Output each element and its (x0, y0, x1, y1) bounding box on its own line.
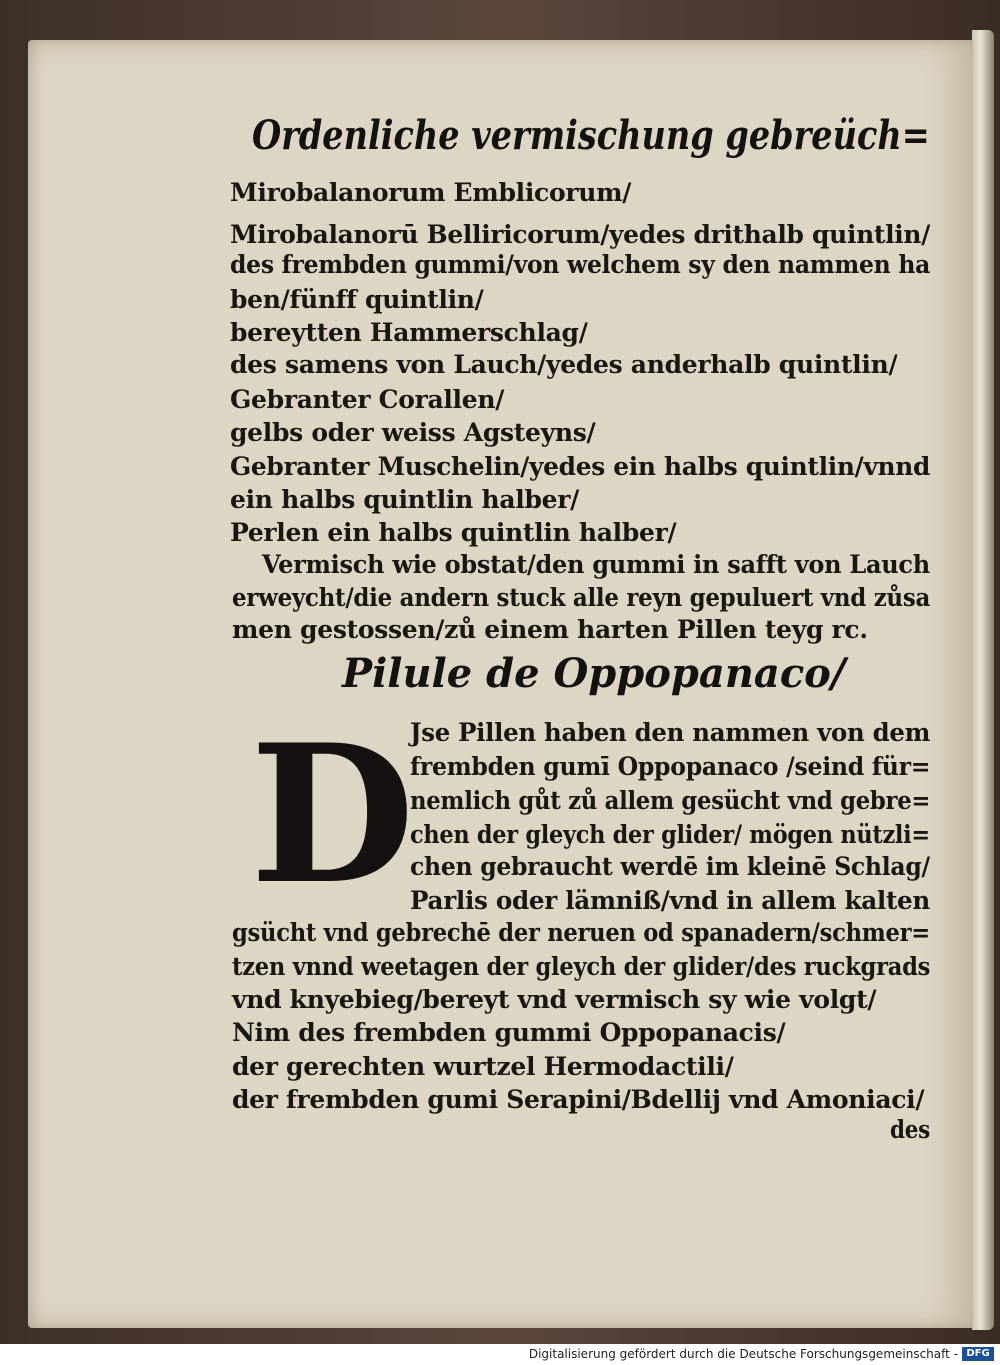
text-line: Nim des frembden gummi Oppopanacis/ (232, 1018, 786, 1047)
text-line: ben/fünff quintlin/ (230, 285, 484, 314)
text-line: gsücht vnd gebrechē der neruen od spanadern/schmer= (232, 918, 930, 947)
text-line: der gerechten wurtzel Hermodactili/ (232, 1052, 734, 1081)
text-line: des samens von Lauch/yedes anderhalb quintlin/ (230, 350, 898, 379)
text-line: chen gebraucht werdē im kleinē Schlag/ (410, 852, 930, 881)
text-line: men gestossen/zů einem harten Pillen teyg rc. (232, 615, 868, 644)
text-line: nemlich gůt zů allem gesücht vnd gebre= (410, 786, 931, 815)
text-line: Gebranter Corallen/ (230, 385, 505, 414)
text-line: tzen vnnd weetagen der gleych der glider/des ruckgrads (232, 952, 931, 981)
text-line: des frembden gummi/von welchem sy den nammen ha (230, 250, 931, 279)
text-line: frembden gumī Oppopanaco /seind für= (410, 752, 931, 781)
text-line: chen der gleych der glider/ mögen nützli= (410, 820, 930, 849)
text-line: gelbs oder weiss Agsteyns/ (230, 418, 596, 447)
text-line: des (890, 1115, 930, 1144)
text-line: Perlen ein halbs quintlin halber/ (230, 518, 677, 547)
text-line: Vermisch wie obstat/den gummi in safft von Lauch (262, 550, 930, 579)
text-line: Mirobalanorū Belliricorum/yedes drithalb quintlin/ (230, 220, 931, 249)
section-heading: Ordenliche vermischung gebreüch= (252, 112, 930, 159)
text-line: Jse Pillen haben den nammen von dem (410, 718, 931, 747)
footer-bar (0, 1344, 1000, 1365)
text-line: erweycht/die andern stuck alle reyn gepuluert vnd zůsa (232, 583, 931, 612)
text-line: der frembden gumi Serapini/Bdellij vnd Amoniaci/ (232, 1085, 925, 1114)
text-line: Parlis oder lämniß/vnd in allem kalten (410, 886, 931, 915)
dfg-logo: DFG (962, 1347, 994, 1361)
text-line: Mirobalanorum Emblicorum/ (230, 178, 632, 207)
page-edge (972, 30, 994, 1330)
text-line: vnd knyebieg/bereyt vnd vermisch sy wie volgt/ (232, 985, 877, 1014)
footer-credit: Digitalisierung gefördert durch die Deutsche Forschungsgemeinschaft - (528, 1347, 958, 1361)
decorated-initial: D (250, 703, 415, 926)
text-line: Gebranter Muschelin/yedes ein halbs quintlin/vnnd (230, 452, 931, 481)
text-line: bereytten Hammerschlag/ (230, 318, 588, 347)
section-heading-pilule: Pilule de Oppopanaco/ (342, 650, 846, 697)
text-line: ein halbs quintlin halber/ (230, 485, 579, 514)
